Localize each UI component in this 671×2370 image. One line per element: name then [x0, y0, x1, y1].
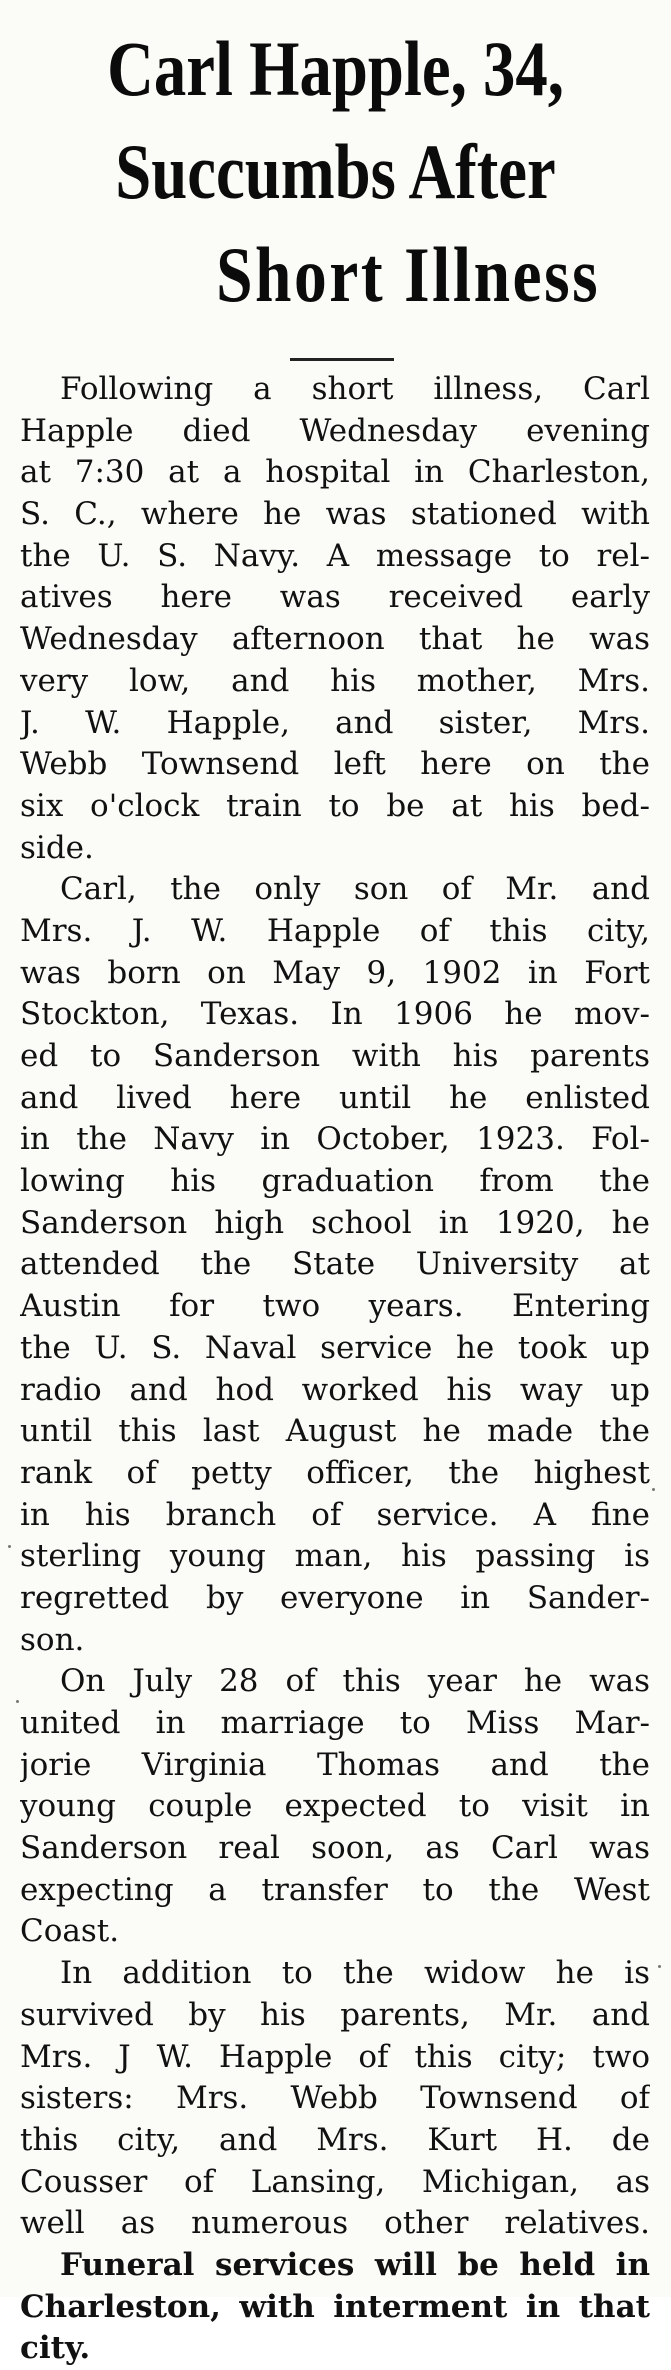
- article-line: survived by his parents, Mr. and: [20, 1996, 650, 2033]
- article-line: J. W. Happle, and sister, Mrs.: [20, 704, 650, 741]
- headline-line-2: Succumbs After: [115, 128, 556, 215]
- article-line: and lived here until he enlisted: [20, 1079, 650, 1116]
- article-line: Wednesday afternoon that he was: [20, 621, 650, 658]
- article-line: was born on May 9, 1902 in Fort: [20, 954, 650, 991]
- article-line: rank of petty officer, the highest: [20, 1454, 650, 1491]
- article-line: Mrs. J. W. Happle of this city,: [20, 912, 650, 949]
- article-line: city.: [20, 2330, 91, 2367]
- article-line: ed to Sanderson with his parents: [20, 1038, 650, 1074]
- headline-line-1: Carl Happle, 34,: [107, 25, 564, 112]
- article-line: this city, and Mrs. Kurt H. de: [20, 2121, 650, 2158]
- article-line: the U. S. Navy. A message to rel-: [20, 537, 650, 574]
- article-line: in the Navy in October, 1923. Fol-: [20, 1121, 650, 1158]
- headline-divider: [290, 358, 394, 361]
- article-line: very low, and his mother, Mrs.: [20, 662, 650, 699]
- article-line: Funeral services will be held in: [60, 2246, 650, 2283]
- article-line: Webb Townsend left here on the: [20, 746, 650, 783]
- article-line: In addition to the widow he is: [60, 1955, 650, 1992]
- article-line: united in marriage to Miss Mar-: [20, 1705, 650, 1741]
- article-line: six o'clock train to be at his bed-: [20, 787, 650, 824]
- article-line: jorie Virginia Thomas and the: [20, 1746, 650, 1783]
- article-line: regretted by everyone in Sander-: [20, 1579, 650, 1616]
- print-speck: [8, 1545, 11, 1548]
- article-line: attended the State University at: [20, 1246, 650, 1283]
- article-line: S. C., where he was stationed with: [20, 496, 650, 533]
- article-line: young couple expected to visit in: [20, 1788, 650, 1825]
- article-line: atives here was received early: [20, 579, 650, 616]
- article-line: Following a short illness, Carl: [60, 371, 650, 407]
- article-line: Stockton, Texas. In 1906 he mov-: [20, 996, 650, 1033]
- article-line: at 7:30 at a hospital in Charleston,: [20, 454, 650, 491]
- article-line: expecting a transfer to the West: [20, 1871, 650, 1908]
- article-line: Carl, the only son of Mr. and: [60, 871, 650, 908]
- article-line: Sanderson high school in 1920, he: [20, 1204, 650, 1241]
- article-line: sisters: Mrs. Webb Townsend of: [20, 2080, 650, 2117]
- article-line: lowing his graduation from the: [20, 1163, 650, 1200]
- article-line: the U. S. Naval service he took up: [20, 1329, 650, 1366]
- article-line: side.: [20, 829, 94, 866]
- article-line: Happle died Wednesday evening: [20, 412, 650, 449]
- article-line: until this last August he made the: [20, 1413, 650, 1450]
- print-speck: [652, 1488, 655, 1491]
- article-line: Coast.: [20, 1913, 120, 1950]
- headline-line-3: Short Illness: [216, 231, 601, 318]
- article-line: Austin for two years. Entering: [20, 1288, 650, 1325]
- print-speck: [658, 1965, 661, 1968]
- article-line: in his branch of service. A fine: [20, 1496, 650, 1533]
- article-body: [20, 369, 650, 2370]
- article-line: Mrs. J W. Happle of this city; two: [20, 2038, 650, 2075]
- article-line: well as numerous other relatives.: [20, 2205, 650, 2242]
- article-line: Charleston, with interment in that: [20, 2288, 650, 2325]
- article-line: On July 28 of this year he was: [60, 1663, 650, 1700]
- article-line: son.: [20, 1621, 85, 1658]
- article-line: Sanderson real soon, as Carl was: [20, 1830, 650, 1867]
- article-line: radio and hod worked his way up: [20, 1371, 650, 1408]
- article-line: Cousser of Lansing, Michigan, as: [20, 2163, 650, 2200]
- print-speck: [16, 1700, 19, 1703]
- article-line: sterling young man, his passing is: [20, 1538, 650, 1575]
